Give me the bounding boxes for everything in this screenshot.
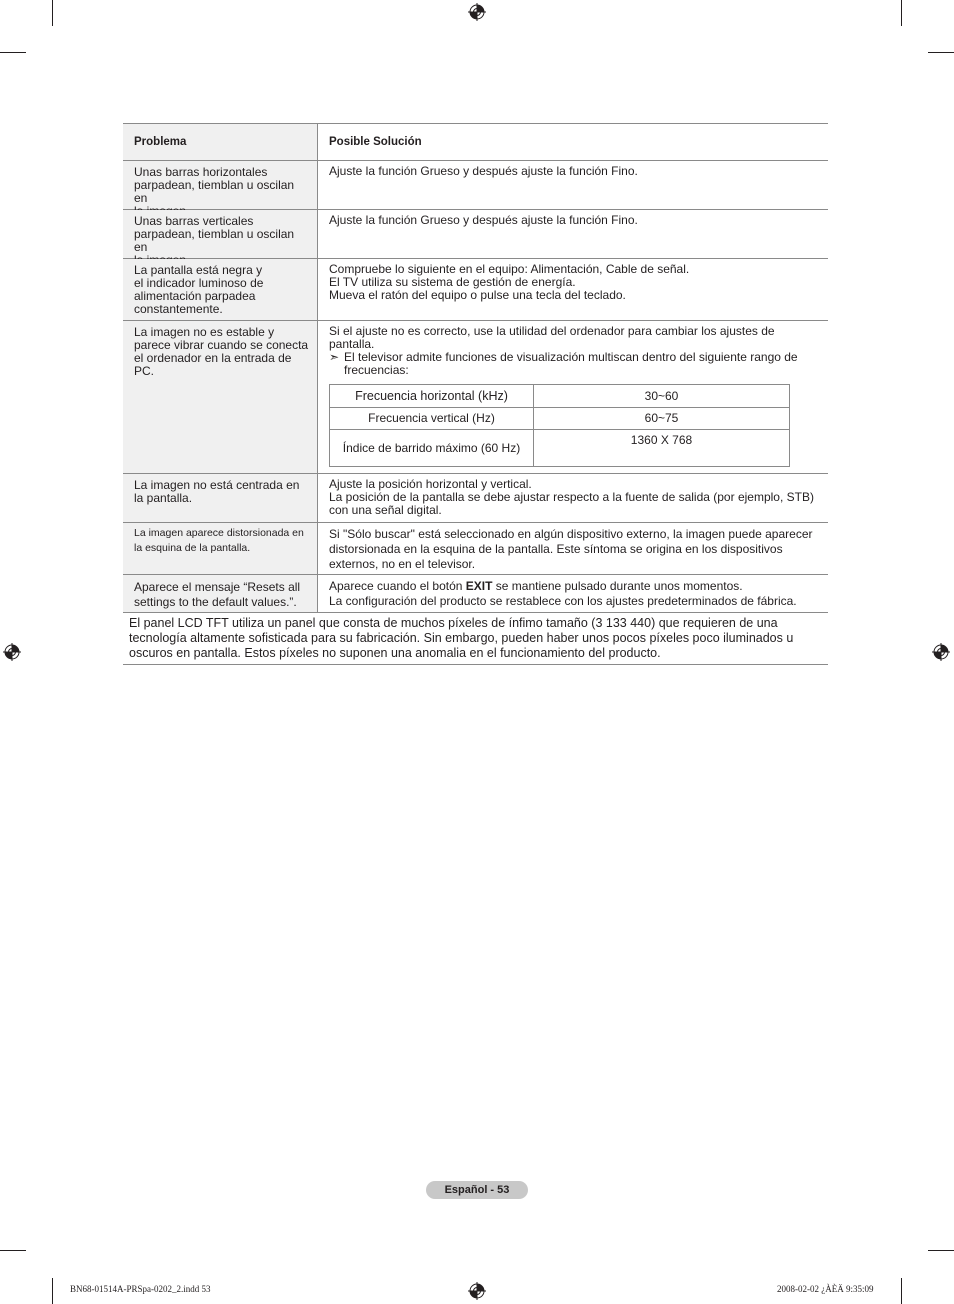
registration-mark-icon bbox=[468, 3, 486, 21]
problem-cell: Unas barras verticales parpadean, tiemblan u oscilan en bbox=[123, 210, 318, 258]
troubleshooting-table bbox=[123, 123, 828, 665]
table-row bbox=[123, 321, 828, 474]
file-slug: BN68-01514A-PRSpa-0202_2.indd 53 bbox=[70, 1284, 211, 1294]
frequency-label: Frecuencia vertical (Hz) bbox=[330, 408, 534, 430]
table-row bbox=[123, 210, 828, 259]
frequency-value: 30~60 bbox=[534, 385, 790, 408]
table-row bbox=[123, 575, 828, 613]
solution-cell: Ajuste la posición horizontal y vertical. La posición de la pantalla se debe ajustar respecto a la fuente de salida (por ejemplo, STB) con una señal digital. bbox=[329, 477, 814, 517]
solution-cell: Si el ajuste no es correcto, use la utilidad del ordenador para cambiar los ajustes de pantalla. ➣ El televisor admite funciones de visualización multiscan dentro del siguiente rango de frecuencias: Frecuencia horizontal (kHz) 30~60 Frecuencia vertical (Hz) 60~75 Índice de barrido máximo (60 Hz) 1360 X 768 bbox=[318, 321, 828, 473]
registration-mark-icon bbox=[932, 643, 950, 661]
registration-mark-icon bbox=[3, 643, 21, 661]
frequency-row bbox=[330, 385, 790, 408]
frequency-value: 60~75 bbox=[534, 408, 790, 430]
problem-cell: La imagen no está centrada en la pantalla. bbox=[123, 474, 318, 522]
crop-mark bbox=[52, 1278, 53, 1304]
crop-mark bbox=[0, 1250, 26, 1251]
frequency-table bbox=[329, 384, 790, 467]
table-row bbox=[123, 523, 828, 575]
solution-cell: Si "Sólo buscar" está seleccionado en algún dispositivo externo, la imagen puede aparecer distorsionada en la esquina de la pantalla. Este síntoma se origina en los dispositivos externos, no en el televisor. bbox=[329, 527, 813, 571]
frequency-row bbox=[330, 408, 790, 430]
exit-key-label: EXIT bbox=[465, 579, 493, 593]
problem-cell: La pantalla está negra y el indicador luminoso de alimentación parpadea constantemente. bbox=[123, 259, 318, 320]
registration-mark-icon bbox=[468, 1282, 486, 1300]
frequency-row bbox=[330, 430, 790, 467]
solution-cell: Ajuste la función Grueso y después ajuste la función Fino. bbox=[329, 213, 638, 227]
page-number-badge: Español - 53 bbox=[426, 1181, 528, 1199]
note bbox=[329, 351, 818, 377]
solution-cell: Compruebe lo siguiente en el equipo: Alimentación, Cable de señal. El TV utiliza su sistema de gestión de energía. Mueva el ratón del equipo o pulse una tecla del teclado. bbox=[329, 262, 690, 302]
frequency-label: Índice de barrido máximo (60 Hz) bbox=[330, 430, 534, 467]
table-row bbox=[123, 161, 828, 210]
crop-mark bbox=[928, 52, 954, 53]
note-arrow-icon: ➣ bbox=[329, 350, 340, 364]
problem-cell: Unas barras horizontales parpadean, tiemblan u oscilan en bbox=[123, 161, 318, 209]
crop-mark bbox=[928, 1250, 954, 1251]
note-text: El televisor admite funciones de visualización multiscan dentro del siguiente rango de frecuencias: bbox=[344, 350, 798, 377]
crop-mark bbox=[901, 1278, 902, 1304]
problem-cell: Aparece el mensaje “Resets all settings to the default values.”. bbox=[123, 575, 318, 612]
header-problem: Problema bbox=[123, 124, 318, 160]
table-row bbox=[123, 474, 828, 523]
solution-cell: Aparece cuando el botón EXIT se mantiene pulsado durante unos momentos. La configuración del producto se restablece con los ajustes predeterminados de fábrica. bbox=[329, 579, 797, 608]
crop-mark bbox=[901, 0, 902, 26]
frequency-label: Frecuencia horizontal (kHz) bbox=[330, 385, 534, 408]
frequency-value: 1360 X 768 bbox=[534, 430, 790, 467]
lcd-panel-footnote: El panel LCD TFT utiliza un panel que consta de muchos píxeles de ínfimo tamaño (3 133 440) que requieren de una tecnología altamente sofisticada para su fabricación. Sin embargo, pueden haber unos pocos píxeles poco iluminados u oscuros en pantalla. Estos píxeles no suponen una anomalia en el funcionamiento del producto. bbox=[123, 613, 828, 665]
print-timestamp: 2008-02-02 ¿ÀÈÄ 9:35:09 bbox=[777, 1284, 874, 1294]
solution-cell: Ajuste la función Grueso y después ajuste la función Fino. bbox=[329, 164, 638, 178]
problem-cell: La imagen no es estable y parece vibrar cuando se conecta el ordenador en la entrada de PC. bbox=[123, 321, 318, 473]
header-solution: Posible Solución bbox=[329, 136, 422, 148]
table-header-row bbox=[123, 124, 828, 161]
crop-mark bbox=[52, 0, 53, 26]
table-row bbox=[123, 259, 828, 321]
problem-cell: La imagen aparece distorsionada en la esquina de la pantalla. bbox=[123, 523, 318, 574]
crop-mark bbox=[0, 52, 26, 53]
